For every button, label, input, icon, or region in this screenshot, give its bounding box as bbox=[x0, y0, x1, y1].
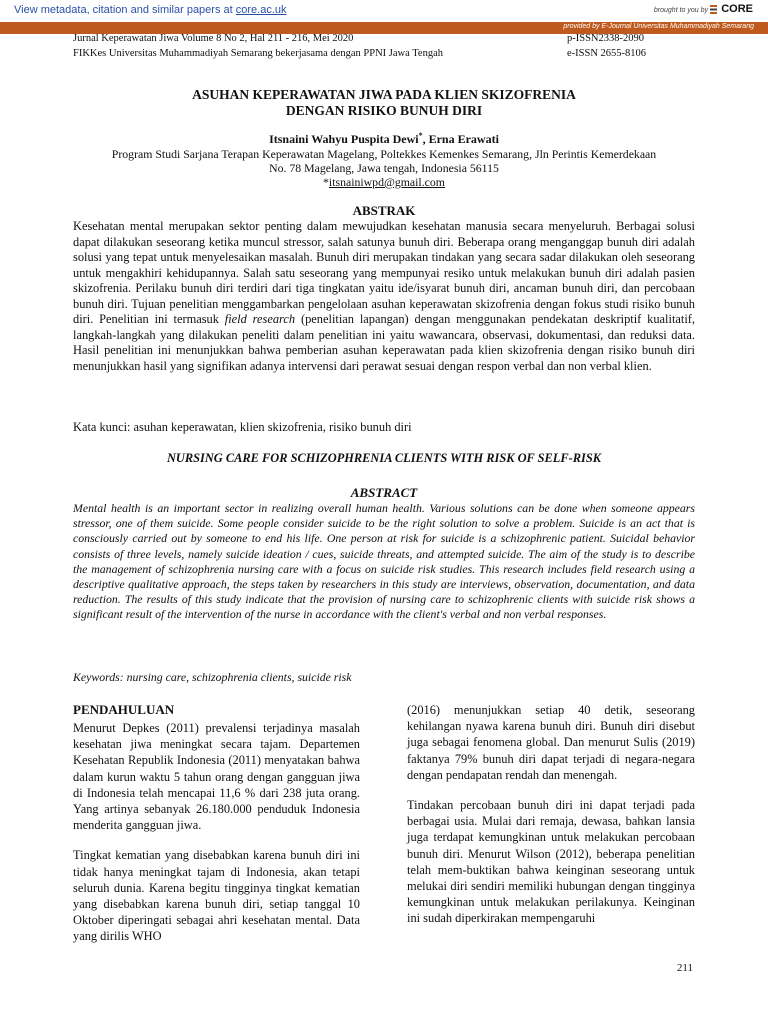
core-logo[interactable] bbox=[709, 3, 753, 15]
affiliation-line2: No. 78 Magelang, Jawa tengah, Indonesia 56115 bbox=[269, 161, 499, 175]
abstrak-text-part-b: (penelitian lapangan) dengan menggunakan pendekatan deskriptif kualitatif, langkah-langkah yang dilakukan peneliti dalam penelitian ini yaitu wawancara, observasi, dokumentasi, dan reduksi data. Hasil penelitian ini menunjukkan bahwa pemberian asuhan keperawatan pada klien skizofrenia dengan risiko bunuh diri menunjukkan hasil yang signifikan adanya intervensi dari perawat sesuai dengan respon verbal dan non verbal klien. bbox=[73, 312, 695, 373]
provided-by-text: provided by E-Journal Universitas Muhammadiyah Semarang bbox=[563, 23, 754, 30]
brought-to-you-text: brought to you by bbox=[653, 7, 708, 14]
author-1-mark: * bbox=[418, 131, 423, 140]
email-link[interactable]: itsnainiwpd@gmail.com bbox=[328, 175, 445, 189]
core-link[interactable]: core.ac.uk bbox=[235, 4, 287, 16]
core-brand-label: CORE bbox=[721, 3, 753, 15]
core-meta-prefix: View metadata, citation and similar papers at bbox=[14, 4, 236, 16]
english-title: NURSING CARE FOR SCHIZOPHRENIA CLIENTS WITH RISK OF SELF-RISK bbox=[166, 451, 602, 465]
author-line bbox=[0, 131, 768, 147]
journal-volume-line: Jurnal Keperawatan Jiwa Volume 8 No 2, Hal 211 - 216, Mei 2020 bbox=[73, 33, 354, 44]
author-separator: , bbox=[422, 132, 429, 146]
keywords-line: Keywords: nursing care, schizophrenia clients, suicide risk bbox=[73, 670, 352, 684]
abstrak-heading: ABSTRAK bbox=[352, 203, 416, 218]
journal-eissn: e-ISSN 2655-8106 bbox=[567, 48, 647, 59]
email-line bbox=[0, 175, 768, 190]
abstrak-text-part-a: Kesehatan mental merupakan sektor penting dalam mewujudkan kesehatan manusia secara menyeluruh. Berbagai solusi dapat dilakukan seseorang ketika muncul stressor, salah satunya bunuh diri. Beberapa orang menganggap bunuh diri adalah solusi yang tepat untuk menyelesaikan masalah. Bunuh diri merupakan tindakan yang secara sadar dilakukan oleh seseorang untuk mengakhiri kehidupannya. Salah satu seseorang yang mempunyai resiko untuk melakukan bunuh diri adalah pasien skizofrenia. Perilaku bunuh diri terdiri dari tiga tingkatan yaitu ide/isyarat bunuh diri, ancaman bunuh diri, dan percobaan bunuh diri. Tujuan penelitian menggambarkan pengelolaan asuhan keperawatan skizofrenia dengan fokus studi risiko bunuh diri. Penelitian ini termasuk bbox=[73, 219, 695, 326]
abstrak-text-italic: field research bbox=[224, 312, 296, 326]
abstrak-text bbox=[73, 219, 695, 374]
abstract-heading: ABSTRACT bbox=[350, 485, 418, 500]
core-metadata-text bbox=[14, 4, 287, 16]
body-paragraph: (2016) menunjukkan setiap 40 detik, seseorang kehilangan nyawa karena bunuh diri. Bunuh diri disebut juga sebagai fenomena global. Dan menurut Sulis (2019) faktanya 79% bunuh diri dapat terjadi di negara-negara dengan pendapatan rendah dan menengah. bbox=[407, 703, 695, 782]
page-number: 211 bbox=[676, 962, 693, 974]
affiliation-line1: Program Studi Sarjana Terapan Keperawatan Magelang, Poltekkes Kemenkes Semarang, Jln Perintis Kemerdekaan bbox=[111, 147, 657, 161]
journal-publisher-line: FIKKes Universitas Muhammadiyah Semarang bekerjasama dengan PPNI Jawa Tengah bbox=[73, 48, 443, 59]
author-1: Itsnaini Wahyu Puspita Dewi bbox=[269, 132, 419, 146]
left-column bbox=[73, 702, 360, 959]
abstract-text: Mental health is an important sector in realizing overall human health. Various solutions can be done when someone appears stressor, one of them suicide. Some people consider suicide to be the right solution to solve a problem. Suicide is an act that is consciously carried out by someone to end his life. One person at risk for suicide is a schizophrenic patient. Suicidal behavior consists of three levels, namely suicide ideation / cues, suicide threats, and attempted suicide. The aim of the study is to describe the management of schizophrenia nursing care with a focus on suicide risk studies. This research includes field research using a descriptive qualitative approach, the steps taken by researchers in this study are interviews, observation, documentation, and data reduction. The results of this study indicate that the provision of nursing care to schizophrenic clients with suicide risk shows a significant result of the intervention of the nurse in accordance with the client's verbal and non verbal responses. bbox=[73, 501, 695, 622]
core-logo-icon bbox=[709, 4, 718, 15]
journal-pissn: p-ISSN2338-2090 bbox=[567, 33, 645, 44]
body-paragraph: Tindakan percobaan bunuh diri ini dapat terjadi pada berbagai usia. Mulai dari remaja, dewasa, bahkan lansia juga terdapat kemungkinan untuk melakukan percobaan bunuh diri. Menurut Wilson (2012), beberapa penelitian telah mem-buktikan bahwa keinginan seseorang untuk melukai diri sendiri memiliki hubungan dengan tingginya kemungkinan untuk melakukan perilakunya. Keinginan ini sudah diperkirakan mempengaruhi bbox=[407, 798, 695, 926]
core-top-bar bbox=[0, 0, 768, 23]
body-paragraph: Tingkat kematian yang disebabkan karena bunuh diri ini tidak hanya meningkat tajam di Indonesia, akan tetapi seluruh dunia. Karena begitu tingginya tingkat kematian yang disebabkan karena bunuh diri, setiap tanggal 10 Oktober diperingati sebagai ahri kesehatan mental. Data yang dirilis WHO bbox=[73, 848, 360, 944]
right-column bbox=[407, 702, 695, 941]
email-prefix: * bbox=[323, 175, 329, 189]
section-heading-pendahuluan: PENDAHULUAN bbox=[73, 702, 175, 717]
body-paragraph: Menurut Depkes (2011) prevalensi terjadinya masalah kesehatan jiwa meningkat secara tajam. Departemen Kesehatan Republik Indonesia (2011) menyatakan bahwa dalam kurun waktu 5 tahun orang dengan gangguan jiwa di Indonesia telah mencapai 11,6 % dari 238 juta orang. Yang artinya sebanyak 26.180.000 penduduk Indonesia menderita gangguan jiwa. bbox=[73, 721, 360, 833]
paper-title-line1: ASUHAN KEPERAWATAN JIWA PADA KLIEN SKIZOFRENIA bbox=[192, 87, 576, 102]
author-2: Erna Erawati bbox=[428, 132, 499, 146]
paper-title-line2: DENGAN RISIKO BUNUH DIRI bbox=[285, 103, 483, 118]
kata-kunci: Kata kunci: asuhan keperawatan, klien skizofrenia, risiko bunuh diri bbox=[73, 420, 412, 434]
